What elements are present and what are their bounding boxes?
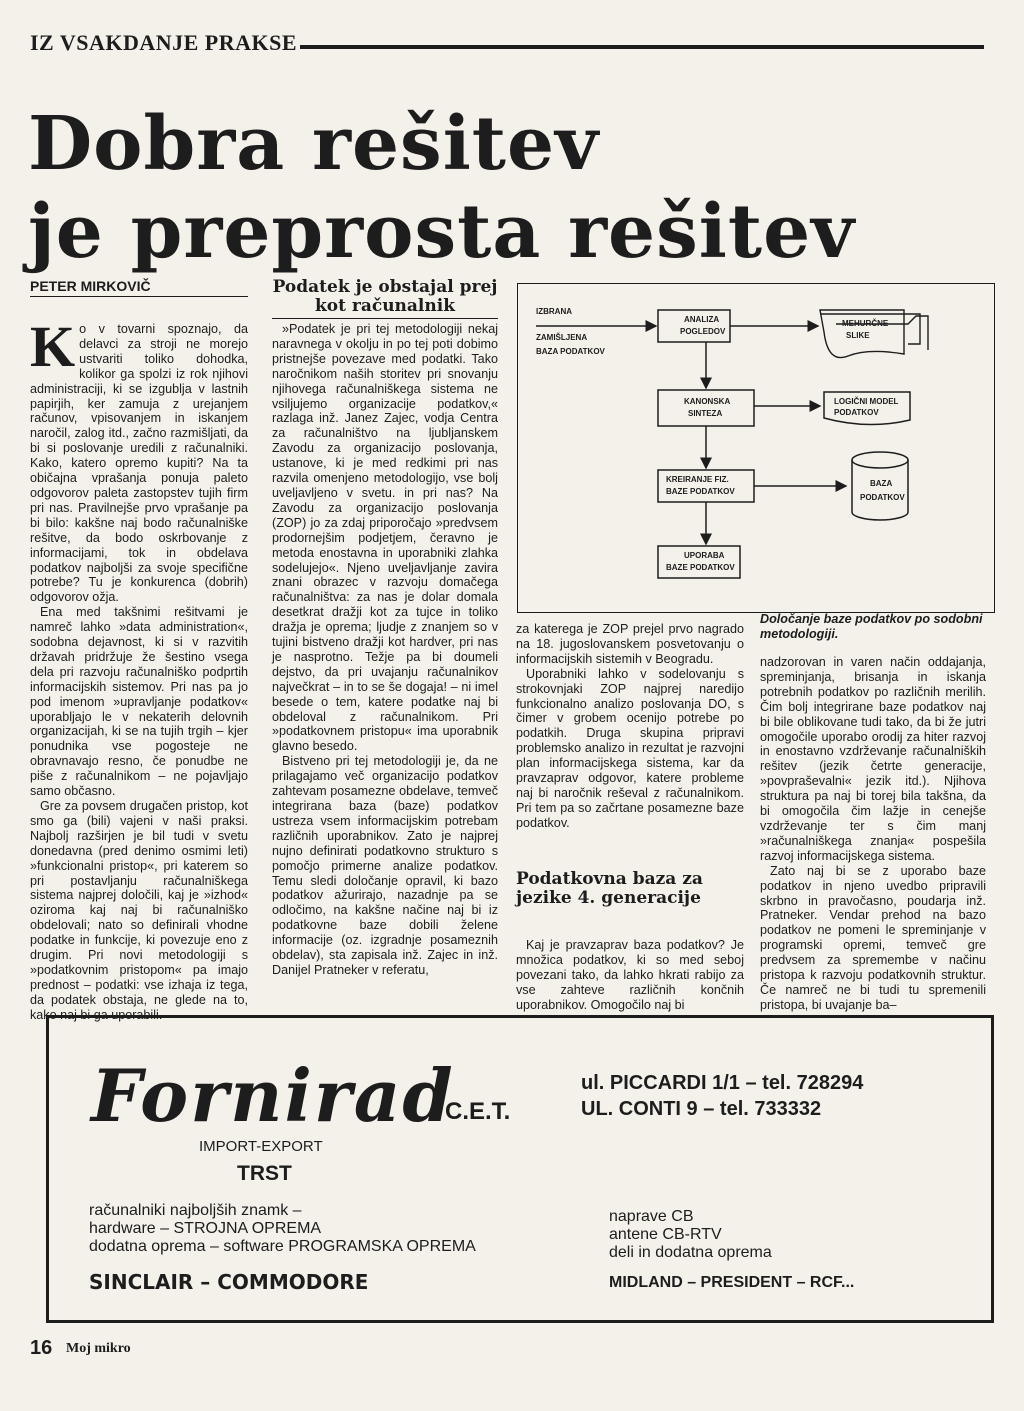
diagram-caption: Določanje baze podatkov po sodobni metodologiji. [760,612,983,641]
article-paragraph: Kaj je pravzaprav baza podatkov? Je množica podatkov, ki so med seboj povezani tako, da lahko hkrati rabijo za vse zahteve različnih končnih uporabnikov. Omogočilo naj bi [516,938,744,1012]
author-rule [30,296,248,297]
diagram-out-label: PODATKOV [860,493,905,502]
article-paragraph: »Podatek je pri tej metodologiji nekaj naravnega v okolju in po tej poti dobimo pristnejše povezave med podatki. Tako naročnikom naših storitev pri snovanju njihovega računalniškega sistema ne vsiljujemo organizacije podatkov,« razlaga inž. Janez Zajec, vodja Centra za računalništvo na ljubljanskem Zavodu za organizacijo poslovanja, ustanove, ki je med redkimi pri nas razvila omenjeno metodologijo, vse bolj uveljavljeno v svetu. in pri nas? Na Zavodu za organizacijo poslovanja (ZOP) jo za zdaj priporočajo »predvsem prodornejšim podjetjem, čeravno je metoda enostavna in uporabniki zlahka sodelujejo«. Njeno uveljavljanje zavira znani obrazec v razvoju domačega računalništva: za nas je dolar domala desetkrat dražji kot za tujce in toliko dražja je oprema; ljudje z znanjem so v tujini bistveno dražji kot hardver, pri nas je nasprotno. Težje pa bi doumeli dejstvo, da pri uvajanju računalnikov največkrat – in to se še dogaja! – ni imel besede o tem, katere podatke naj bi obdeloval z računalnikom. Pri »podatkovnem pristopu« ima uporabnik glavno besedo. [272,322,498,754]
diagram-input-label: ZAMIŠLJENA [536,333,588,342]
ad-brand-logo: Fornirad [91,1053,455,1138]
article-paragraph: Zato naj bi se z uporabo baze podatkov in njeno uvedbo pripravili skrbno in pravočasno, poudarja inž. Pratneker. Vendar prehod na bazo podatkov ne pomeni le spreminjanje v programski opremi, temveč gre predvsem za spremembe v načinu pristopa k razvoju podatkovnih struktur. Če namreč ne bi tudi tu spremenili pristopa, bi uvajanje ba– [760,863,986,1012]
ad-import-export: IMPORT-EXPORT [199,1138,323,1155]
section-rule [300,45,984,49]
ad-right-line: antene CB-RTV [609,1226,722,1243]
diagram-out-label: BAZA [870,479,893,488]
subhead-podatek: Podatek je obstajal prej kot računalnik [272,277,498,316]
fornirad-advertisement [46,1015,994,1323]
diagram-box-label: UPORABA [684,551,725,560]
page-number: 16 [30,1337,53,1359]
article-paragraph: Bistveno pri tej metodologiji je, da ne prilagajamo več organizacijo podatkov zahtevam posamezne obdelave, temveč integrirana baza (baze) podatkov ustreza vsem informacijskim potrebam različnih uporabnikov. Zato je najprej nujno definirati podatkovno strukturo s pomočjo primerne analize podatkov. Temu sledi določanje opravil, ki bazo podatkov ažurirajo, nazadnje pa se odločimo, na kakšne načine naj bi iz podatkovne baze dobili želene informacije (oz. izgradnje posameznih obdelav), sta zapisala inž. Zajec in inž. Danijel Pratneker v referatu, [272,754,498,977]
ad-left-line: računalniki najboljših znamk – [89,1202,302,1219]
ad-left-brands: SINCLAIR – COMMODORE [89,1270,369,1294]
ad-right-brands: MIDLAND – PRESIDENT – RCF... [609,1274,855,1291]
headline [28,100,855,276]
article-column-3-continued [516,938,744,1013]
methodology-diagram [517,283,995,613]
headline-line-1: Dobra rešitev [28,101,600,187]
ad-left-line: hardware – STROJNA OPREMA [89,1220,322,1237]
magazine-name: Moj mikro [66,1341,131,1356]
subhead-podatkovna-baza: Podatkovna baza za jezike 4. generacije [516,869,703,908]
ad-city: TRST [237,1162,292,1185]
diagram-input-label: BAZA PODATKOV [536,347,605,356]
article-paragraph: Ena med takšnimi rešitvami je namreč lahko »data administration«, sodobna dejavnost, ki si v razvitih državah pridržuje že šestino vsega dela pri razvoju računalniško podprtih informacijskih sistemov. Pri nas pa jo pod imenom »upravljanje podatkov« uporabljajo le v nekaterih delovnih organizacijah, ki se na tujih trgih – kjer ponudnika vse pogosteje ne obravnavajo resno, če ponudbe ne piše z računalnikom – ne pojavljajo samo občasno. [30,605,248,799]
diagram-box-label: BAZE PODATKOV [666,487,735,496]
diagram-cylinder-top [852,452,908,468]
section-label: IZ VSAKDANJE PRAKSE [30,30,298,55]
article-column-1 [30,314,248,1023]
ad-right-line: naprave CB [609,1208,694,1225]
ad-addresses [581,1070,863,1122]
diagram-out-mehurcne [820,310,928,358]
article-column-4 [760,655,986,1013]
diagram-box-label: KREIRANJE FIZ. [666,475,729,484]
diagram-input-label: IZBRANA [536,307,572,316]
ad-right-list [609,1208,772,1262]
article-paragraph: Uporabniki lahko v sodelovanju s strokovnjaki ZOP najprej naredijo funkcionalno analizo poslovanja DO, s čimer v grobem ocenijo potrebe po podatkih. Druga skupina pripravi problemsko analizo in rezultat je razvojni plan informacijskega sistema, kar da pravzaprav odgovor, katere probleme naj bi naročnik reševal z računalnikom. Pri tem pa so začrtane posamezne baze podatkov. [516,666,744,830]
diagram-box-label: KANONSKA [684,397,731,406]
article-paragraph: za katerega je ZOP prejel prvo nagrado na 18. jugoslovanskem posvetovanju o informacijskih sistemih v Beogradu. [516,622,744,666]
diagram-box-label: BAZE PODATKOV [666,563,735,572]
diagram-out-baza-cylinder [852,460,908,520]
author-byline: PETER MIRKOVIČ [30,278,151,294]
drop-cap: K [30,314,76,379]
ad-right-line: deli in dodatna oprema [609,1244,772,1261]
article-paragraph: Gre za povsem drugačen pristop, kot smo ga (bili) vajeni v naši praksi. Najbolj razširjen je bil tudi v svetu donedavna (pred denimo osmimi leti) »funkcionalni pristop«, pri katerem so pri postavljanju računalniškega sistema najprej določili, kaj je »izhod« oziroma kaj naj bi računalniško obdelovali; nato so definirali vhodne podatke in funkcije, ki povezuje eno z drugim. Pri novi metodologiji s »podatkovnim pristopom« pa imajo prednost – podatki: vse izhaja iz tega, da podatek obstaja, ne glede na to, kako naj bi ga uporabili. [30,799,248,1022]
ad-left-list [89,1202,476,1256]
ad-left-line: dodatna oprema – software PROGRAMSKA OPREMA [89,1238,476,1255]
diagram-box-label: ANALIZA [684,315,720,324]
diagram-box-kanonska [658,390,754,426]
ad-address-2: UL. CONTI 9 – tel. 733332 [581,1098,822,1120]
diagram-svg [518,284,994,612]
article-column-3 [516,622,744,831]
article-column-2 [272,322,498,978]
diagram-out-label: SLIKE [846,331,870,340]
ad-address-1: ul. PICCARDI 1/1 – tel. 728294 [581,1072,864,1094]
diagram-box-label: SINTEZA [688,409,723,418]
diagram-out-label: LOGIČNI MODEL [834,397,899,406]
diagram-out-label: MEHURČNE [842,319,889,328]
subhead-rule [272,318,498,319]
article-paragraph: nadzorovan in varen način oddajanja, spreminjanja, brisanja in iskanja potrebnih podatkov po različnih merilih. Čim bolj integrirane baze podatkov naj bi bile oblikovane tudi tako, da bi že jutri omogočile uporabo orodij za hiter razvoj in enostavno vzdrževanje računalniških rešitev (jezik četrte generacije, »povpraševalni« jezik itd.). Njihova struktura pa naj bi torej bila takšna, da bi omogočila čim lažje in cenejše vzdrževanje ter s čim manj »računalniškega znanja« pospešila razvoj informacijskega sistema. [760,655,986,863]
headline-line-2: je preprosta rešitev [28,189,856,275]
diagram-out-label: PODATKOV [834,408,879,417]
article-paragraph: Ko v tovarni spoznajo, da delavci za stroji ne morejo ustvariti toliko dohodka, kolikor ga spolzi iz rok njihovi administraciji, ki se izgublja v lastnih papirjih, ker zamuja z urejanjem računov, vpisovanjem in iskanjem naročil, zalog itd., začno razmišljati, da bi si poslovanje uredili z računalniki. Kako, katero opremo kupiti? Na ta običajna vprašanja ponuja paleto odgovorov paleta zastopstev tujih firm pri nas. Pravilnejše prvo vprašanje pa bi bilo: kakšne naj bodo računalniške rešitve, da bodo oskrbovanje z informacijami, tok in obdelava podatkov najboljši za svoje specifične potrebe? Tu je konkurenca (dobrih) odgovorov ožja. [30,314,248,605]
diagram-box-label: POGLEDOV [680,327,726,336]
ad-cet: C.E.T. [445,1098,511,1125]
